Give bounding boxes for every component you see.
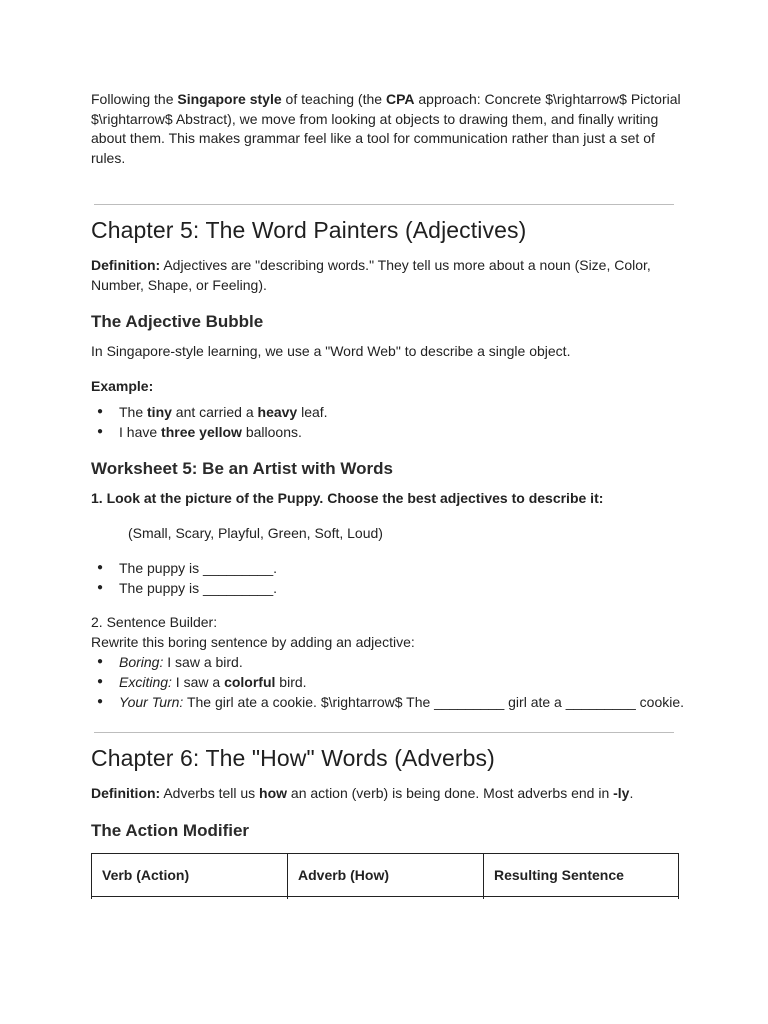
definition-bold: how — [259, 785, 288, 801]
intro-bold-singapore: Singapore style — [177, 91, 282, 107]
list-item — [91, 402, 681, 422]
item-label: Exciting: — [119, 674, 172, 690]
intro-bold-cpa: CPA — [385, 91, 415, 107]
worksheet5-heading: Worksheet 5: Be an Artist with Words — [91, 459, 393, 478]
intro-text: approach: Concrete $\rightarrow$ Pictorial $\rightarrow$ Abstract), we move from looking at objects to drawing them, and finally writing about them. This makes grammar feel like a tool for communication rather than just a set of rules. — [91, 91, 681, 166]
definition-text: Adverbs tell us — [160, 785, 260, 801]
list-item — [91, 692, 685, 712]
table-header-row — [92, 853, 679, 896]
document-content — [91, 90, 685, 899]
table-header-cell: Resulting Sentence — [484, 853, 679, 896]
question-1: 1. Look at the picture of the Puppy. Choose the best adjectives to describe it: — [91, 490, 604, 506]
table-cell — [288, 896, 484, 899]
section-divider — [94, 204, 674, 205]
item-label: Boring: — [119, 654, 164, 670]
table-cell — [484, 896, 679, 899]
adjective-bubble-text: In Singapore-style learning, we use a "Word Web" to describe a single object. — [91, 343, 571, 359]
chapter6-title: Chapter 6: The "How" Words (Adverbs) — [91, 745, 495, 771]
definition-label: Definition: — [91, 785, 161, 801]
table-header-cell: Adverb (How) — [288, 853, 484, 896]
list-item: ● The puppy is _________. — [91, 578, 681, 598]
list-item — [91, 652, 681, 672]
example-text: ant carried a — [171, 404, 258, 420]
chapter5-title: Chapter 5: The Word Painters (Adjectives) — [91, 217, 527, 243]
adjective-bubble-heading: The Adjective Bubble — [91, 312, 264, 331]
item-text: I saw a — [171, 674, 225, 690]
example-text: The — [119, 404, 148, 420]
item-label: Your Turn: — [119, 694, 184, 710]
table-header-cell: Verb (Action) — [92, 853, 288, 896]
example-list — [91, 402, 681, 442]
example-text: leaf. — [297, 404, 328, 420]
question-2-instruction: Rewrite this boring sentence by adding an adjective: — [91, 633, 415, 650]
table-row — [92, 896, 679, 899]
intro-text: Following the — [91, 91, 178, 107]
example-bold: three yellow — [161, 424, 242, 440]
list-item — [91, 672, 681, 692]
definition-text: Adjectives are "describing words." They tell us more about a noun (Size, Color, Number, Shape, or Feeling). — [91, 257, 651, 293]
list-item: ● The puppy is _________. — [91, 558, 681, 578]
sentence-builder-list — [91, 652, 685, 712]
intro-paragraph — [91, 90, 681, 168]
item-text: I saw a bird. — [163, 654, 243, 670]
example-bold: heavy — [257, 404, 298, 420]
example-text: balloons. — [241, 424, 302, 440]
item-bold: colorful — [224, 674, 276, 690]
puppy-answer-lines — [91, 558, 681, 598]
example-text: I have — [119, 424, 162, 440]
intro-text: of teaching (the — [281, 91, 386, 107]
example-bold: tiny — [147, 404, 172, 420]
table-cell — [92, 896, 288, 899]
section-divider — [94, 732, 674, 733]
action-modifier-heading: The Action Modifier — [91, 820, 250, 840]
definition-label: Definition: — [91, 257, 161, 273]
example-label: Example: — [91, 377, 154, 394]
adjective-options: (Small, Scary, Playful, Green, Soft, Loud) — [128, 524, 383, 541]
definition-text: . — [629, 785, 634, 801]
chapter6-definition — [91, 784, 681, 804]
chapter5-definition — [91, 256, 681, 295]
item-text: The girl ate a cookie. $\rightarrow$ The _________ girl ate a _________ cookie. — [183, 694, 685, 710]
question-2-title: 2. Sentence Builder: — [91, 614, 218, 630]
action-modifier-table — [91, 853, 679, 899]
definition-bold: -ly — [613, 785, 630, 801]
definition-text: an action (verb) is being done. Most adverbs end in — [287, 785, 614, 801]
item-text: bird. — [275, 674, 307, 690]
list-item — [91, 422, 681, 442]
